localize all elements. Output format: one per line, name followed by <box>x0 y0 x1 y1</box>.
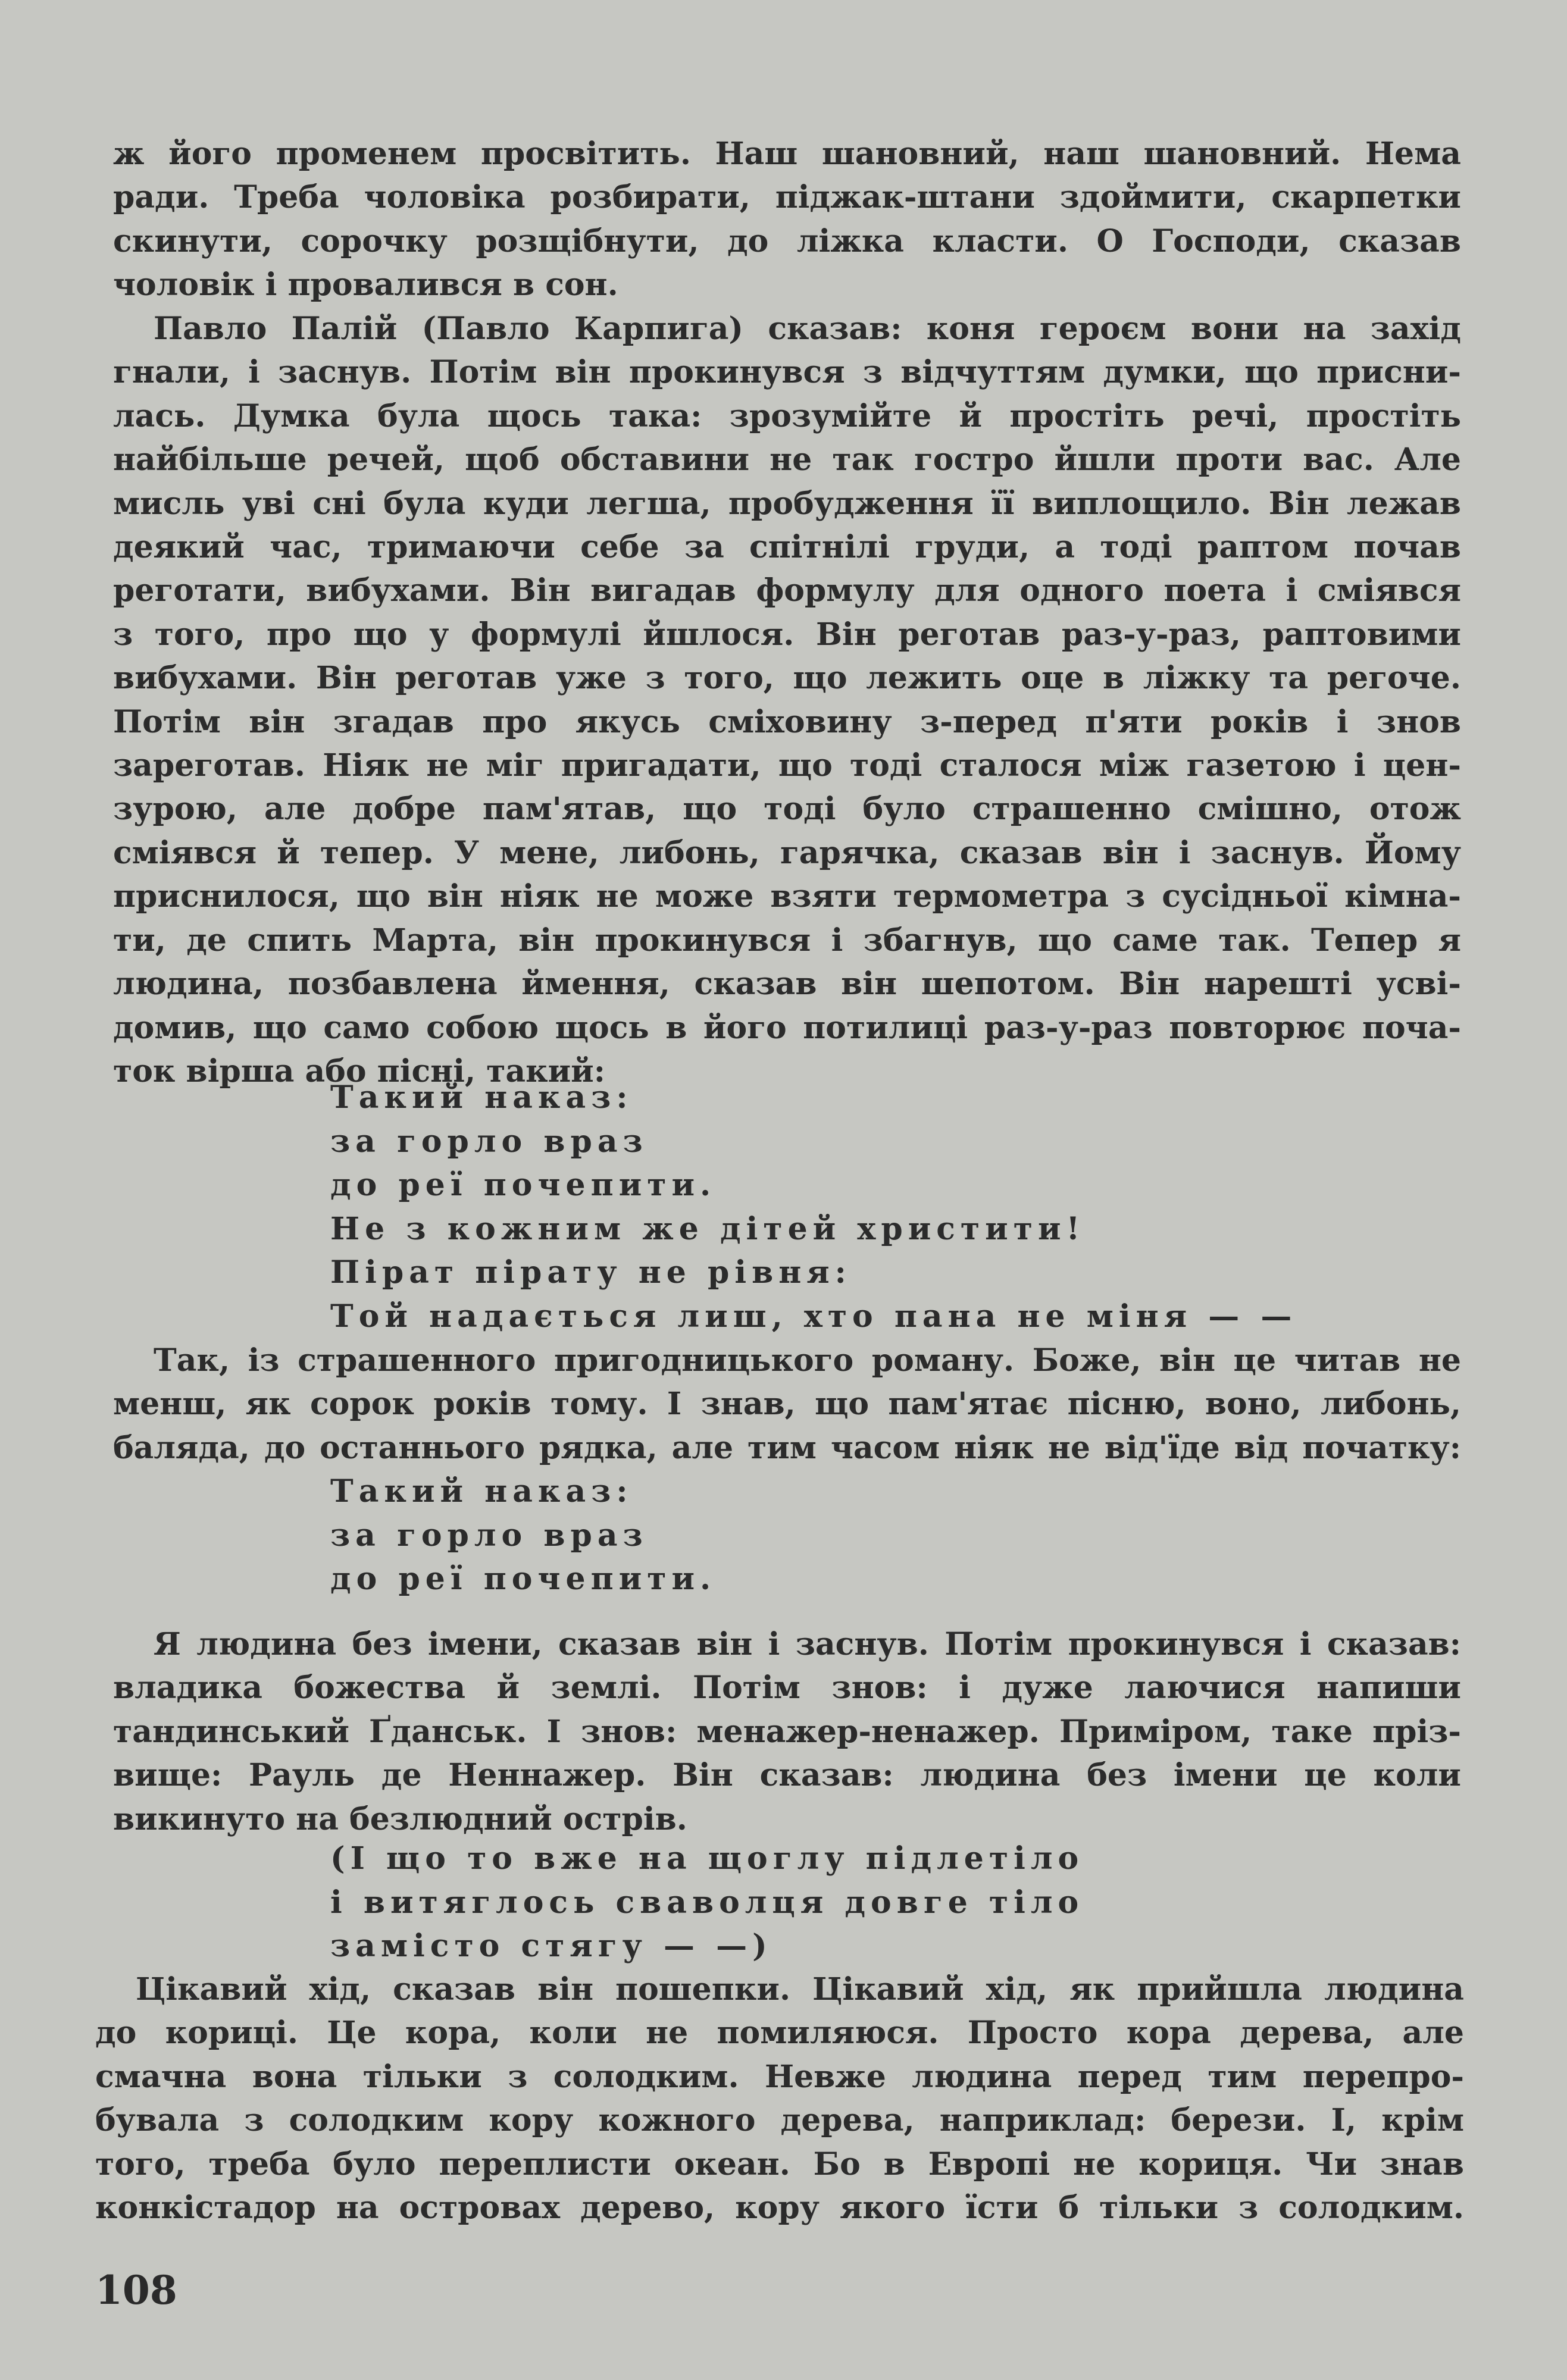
text-line: менш, як сорок років тому. І знав, що пам'ятає пісню, воно, либонь, <box>113 1386 1461 1423</box>
text-line: Потім він згадав про якусь сміховину з-перед п'яти років і знов <box>113 703 1461 740</box>
verse-3 <box>330 1837 1084 1968</box>
verse-line: за горло враз <box>330 1517 648 1554</box>
verse-line: до реї почепити. <box>330 1561 717 1597</box>
text-line: сміявся й тепер. У мене, либонь, гарячка, сказав він і заснув. Йому <box>113 834 1461 871</box>
text-line: з того, про що у формулі йшлося. Він реготав раз-у-раз, раптовими <box>113 616 1461 653</box>
verse-line: Такий наказ: <box>330 1473 633 1510</box>
text-line: Цікавий хід, сказав він пошепки. Цікавий хід, як прийшла людина <box>136 1971 1464 2008</box>
text-line: до кориці. Це кора, коли не помиляюся. Просто кора дерева, але <box>95 2015 1464 2052</box>
text-line: зурою, але добре пам'ятав, що тоді було страшенно смішно, отож <box>113 791 1461 828</box>
text-line: деякий час, тримаючи себе за спітнілі груди, а тоді раптом почав <box>113 529 1461 566</box>
text-line: вибухами. Він реготав уже з того, що лежить оце в ліжку та регоче. <box>113 660 1461 697</box>
paragraph-3 <box>113 1339 1461 1470</box>
paragraph-5 <box>95 1968 1464 2229</box>
paragraph-1 <box>113 132 1461 307</box>
verse-line: Пірат пірату не рівня: <box>330 1254 852 1291</box>
text-line: бувала з солодким кору кожного дерева, наприклад: берези. І, крім <box>95 2102 1464 2139</box>
text-line: чоловік і провалився в сон. <box>113 267 618 303</box>
text-line: приснилося, що він ніяк не може взяти термометра з сусідньої кімна- <box>113 878 1461 915</box>
text-line: Так, із страшенного пригодницького роману. Боже, він це читав не <box>154 1342 1461 1379</box>
text-line: лась. Думка була щось така: зрозумійте й простіть речі, простіть <box>113 397 1461 434</box>
text-line: гнали, і заснув. Потім він прокинувся з відчуттям думки, що присни- <box>113 354 1461 391</box>
text-line: ж його променем просвітить. Наш шановний, наш шановний. Нема <box>113 136 1461 172</box>
verse-line: і витяглось сваволця довге тіло <box>330 1884 1084 1921</box>
page-number: 108 <box>95 2267 177 2313</box>
text-line: того, треба було переплисти океан. Бо в Европі не кориця. Чи знав <box>95 2146 1464 2182</box>
paragraph-2 <box>113 307 1461 1093</box>
text-line: владика божества й землі. Потім знов: і дуже лаючися напиши <box>113 1670 1461 1706</box>
text-line: викинуто на безлюдний острів. <box>113 1800 687 1837</box>
text-line: баляда, до останнього рядка, але тим часом ніяк не від'їде від початку: <box>113 1429 1461 1466</box>
text-line: смачна вона тільки з солодким. Невже людина перед тим перепро- <box>95 2058 1464 2095</box>
verse-line: замісто стягу — —) <box>330 1928 772 1964</box>
text-line: домив, що само собою щось в його потилиці раз-у-раз повторює почa- <box>113 1009 1461 1046</box>
text-line: Павло Палій (Павло Карпига) сказав: коня героєм вони на захід <box>154 311 1461 347</box>
text-line: реготати, вибухами. Він вигадав формулу для одного поета і сміявся <box>113 572 1461 609</box>
verse-2 <box>330 1470 716 1601</box>
verse-line: Не з кожним же дітей христити! <box>330 1210 1086 1247</box>
verse-line: Той надається лиш, хто пана не міня — — <box>330 1298 1297 1335</box>
verse-line: до реї почепити. <box>330 1167 717 1203</box>
verse-line: за горло враз <box>330 1123 648 1160</box>
text-line: конкістадор на островах дерево, кору якого їсти б тільки з солодким. <box>95 2190 1464 2226</box>
text-line: мисль уві сні була куди легша, пробудження її виплощило. Він лежав <box>113 485 1461 522</box>
text-line: зареготав. Ніяк не міг пригадати, що тоді сталося між газетою і цен- <box>113 747 1461 784</box>
text-line: скинути, сорочку розщібнути, до ліжка класти. О Господи, сказав <box>113 223 1461 259</box>
text-line: тандинський Ґданськ. І знов: менажер-ненажер. Приміром, таке пріз- <box>113 1713 1461 1750</box>
paragraph-4 <box>113 1623 1461 1841</box>
text-line: Я людина без імени, сказав він і заснув. Потім прокинувся і сказав: <box>154 1626 1461 1662</box>
text-line: вище: Рауль де Неннажер. Він сказав: людина без імени це коли <box>113 1757 1461 1794</box>
verse-1 <box>330 1076 1297 1338</box>
verse-line: (І що то вже на щоглу підлетіло <box>330 1840 1084 1877</box>
verse-line: Такий наказ: <box>330 1079 633 1116</box>
text-line: ради. Треба чоловіка розбирати, піджак-штани здоймити, скарпетки <box>113 179 1461 216</box>
text-line: людина, позбавлена ймення, сказав він шепотом. Він нарешті усві- <box>113 966 1461 1003</box>
text-line: найбільше речей, щоб обставини не так гостро йшли проти вас. Але <box>113 441 1461 478</box>
text-line: ти, де спить Марта, він прокинувся і збагнув, що саме так. Тепер я <box>113 922 1461 959</box>
text-line: ток вірша або пісні, такий: <box>113 1053 605 1089</box>
